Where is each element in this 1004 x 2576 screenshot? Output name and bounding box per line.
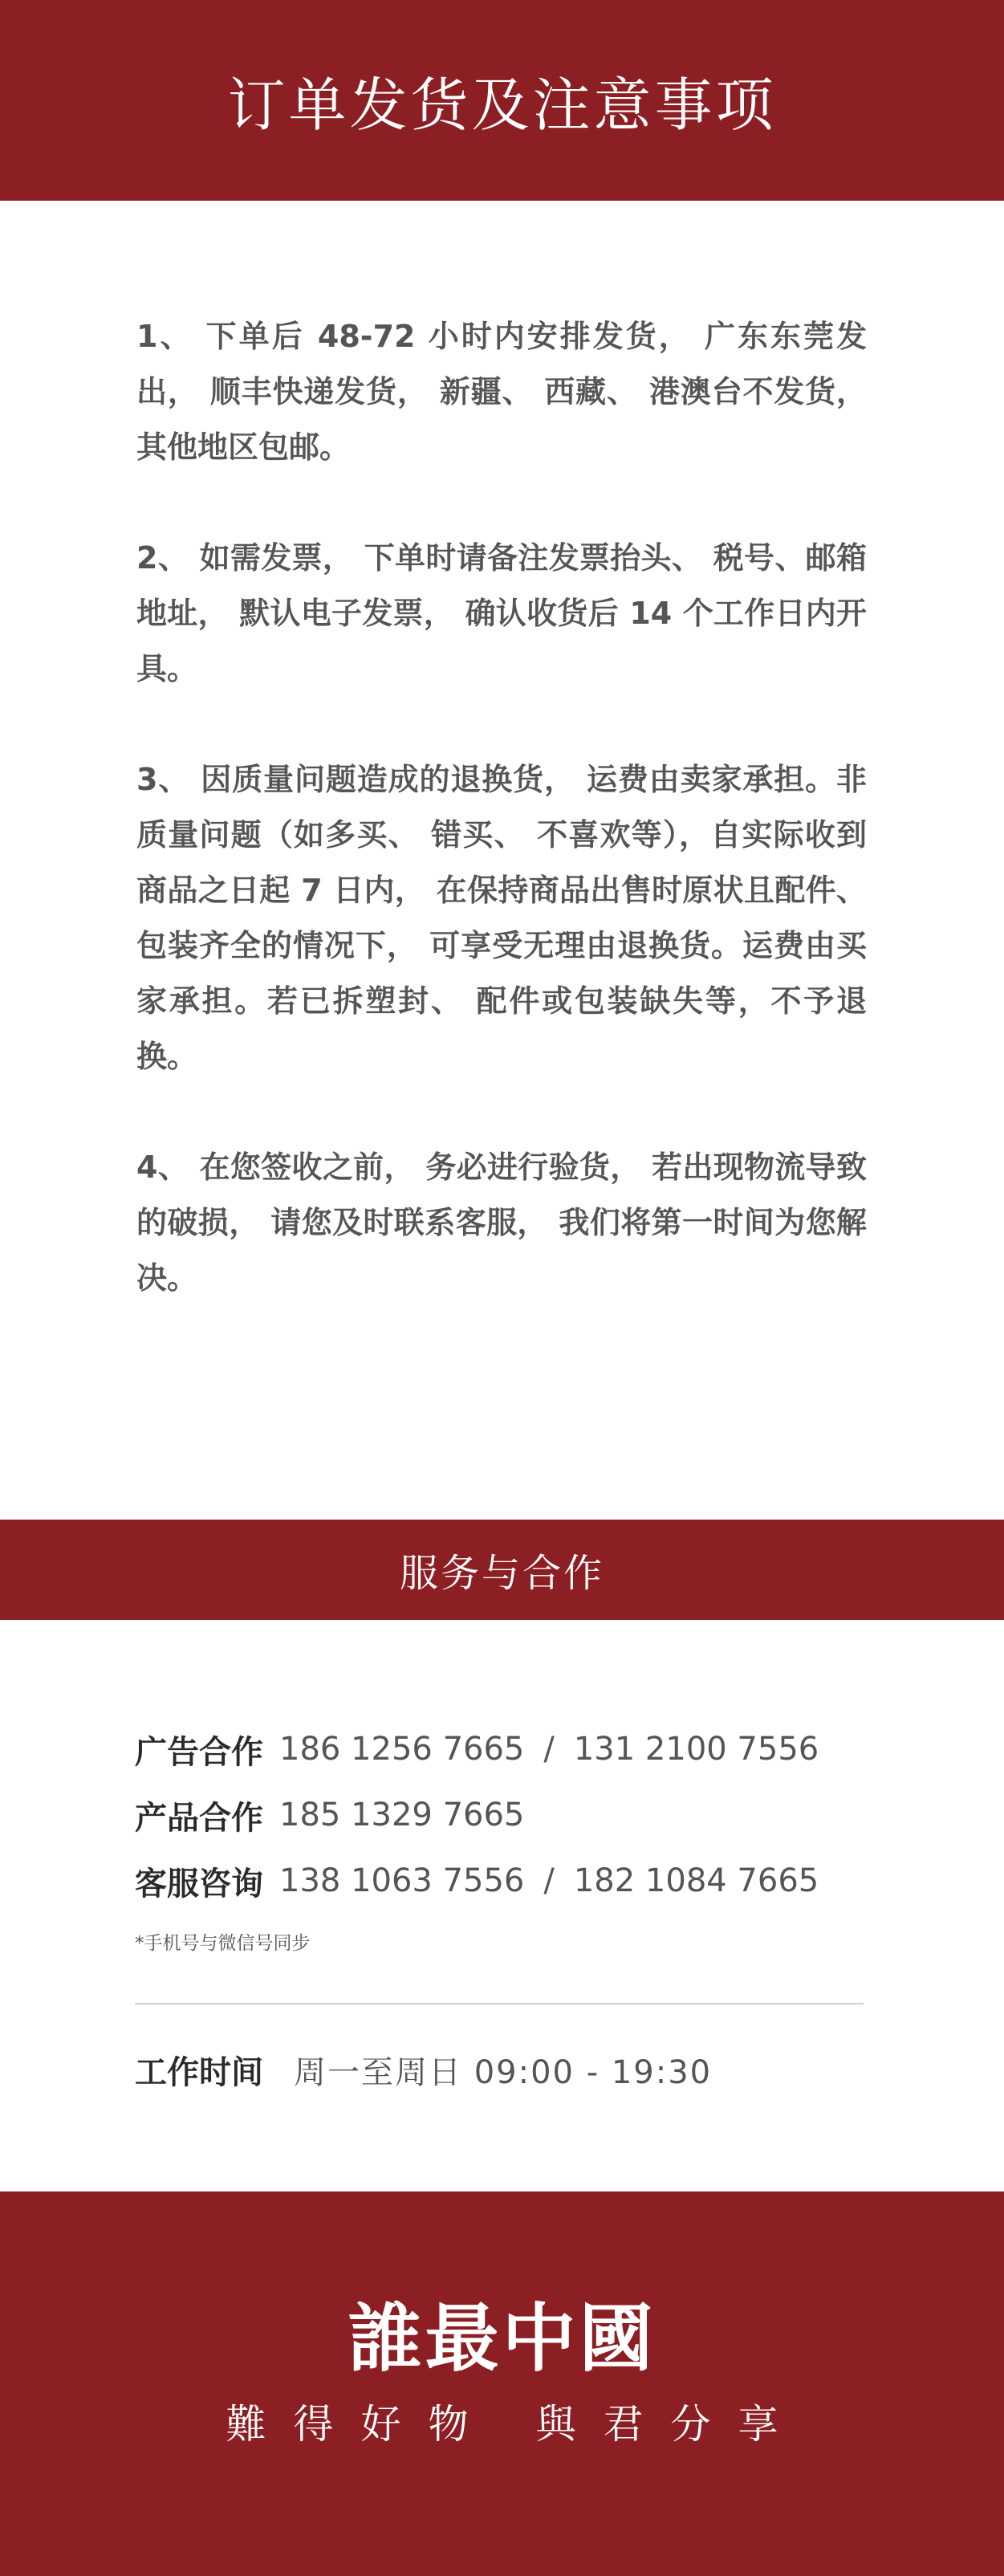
hours-label: 工作时间 (135, 2053, 263, 2091)
note-inspection: 4、 在您签收之前， 务必进行验货， 若出现物流导致的破损， 请您及时联系客服， 我们将第一时间为您解决。 (136, 1150, 867, 1296)
wechat-note: *手机号与微信号同步 (135, 1933, 311, 1954)
contact-label: 产品合作 (135, 1799, 263, 1837)
footer-banner (0, 2191, 1004, 2576)
contact-row-product (135, 1782, 873, 1848)
contacts-section (135, 1716, 873, 1955)
page-title: 订单发货及注意事项 (227, 71, 777, 139)
note-shipping: 1、 下单后 48-72 小时内安排发货， 广东东莞发出， 顺丰快递发货， 新疆、 西藏、 港澳台不发货，其他地区包邮。 (136, 319, 867, 465)
note-returns: 3、 因质量问题造成的退换货， 运费由卖家承担。非质量问题（如多买、 错买、 不喜欢等），自实际收到商品之日起 7 日内， 在保持商品出售时原状且配件、 包装齐全的情况下， 可享受无理由退换货。运费由买家承担。若已拆塑封、 配件或包装缺失等，不予退换。 (136, 762, 867, 1074)
brand-logo: 誰最中國 (348, 2295, 656, 2382)
phone-number[interactable]: 186 1256 7665 (279, 1731, 525, 1768)
note-invoice: 2、 如需发票， 下单时请备注发票抬头、 税号、邮箱地址， 默认电子发票， 确认收货后 14 个工作日内开具。 (136, 540, 867, 686)
separator: / (543, 1862, 555, 1899)
hours-value: 周一至周日 09:00 - 19:30 (294, 2053, 713, 2091)
contact-label: 客服咨询 (135, 1865, 263, 1902)
working-hours (135, 2045, 712, 2094)
service-title: 服务与合作 (399, 1551, 604, 1596)
contact-row-support (135, 1848, 873, 1914)
phone-number[interactable]: 182 1084 7665 (573, 1862, 819, 1899)
contact-row-ads (135, 1716, 873, 1782)
brand-slogan: 難得好物 與君分享 (226, 2401, 806, 2448)
phone-number[interactable]: 185 1329 7665 (279, 1797, 525, 1833)
separator: / (543, 1731, 555, 1768)
contact-label: 广告合作 (135, 1733, 263, 1771)
phone-number[interactable]: 131 2100 7556 (573, 1731, 819, 1768)
header-banner (0, 0, 1004, 201)
notes-section (136, 309, 867, 1361)
divider (135, 2003, 864, 2004)
service-banner (0, 1520, 1004, 1620)
phone-number[interactable]: 138 1063 7556 (279, 1862, 525, 1899)
